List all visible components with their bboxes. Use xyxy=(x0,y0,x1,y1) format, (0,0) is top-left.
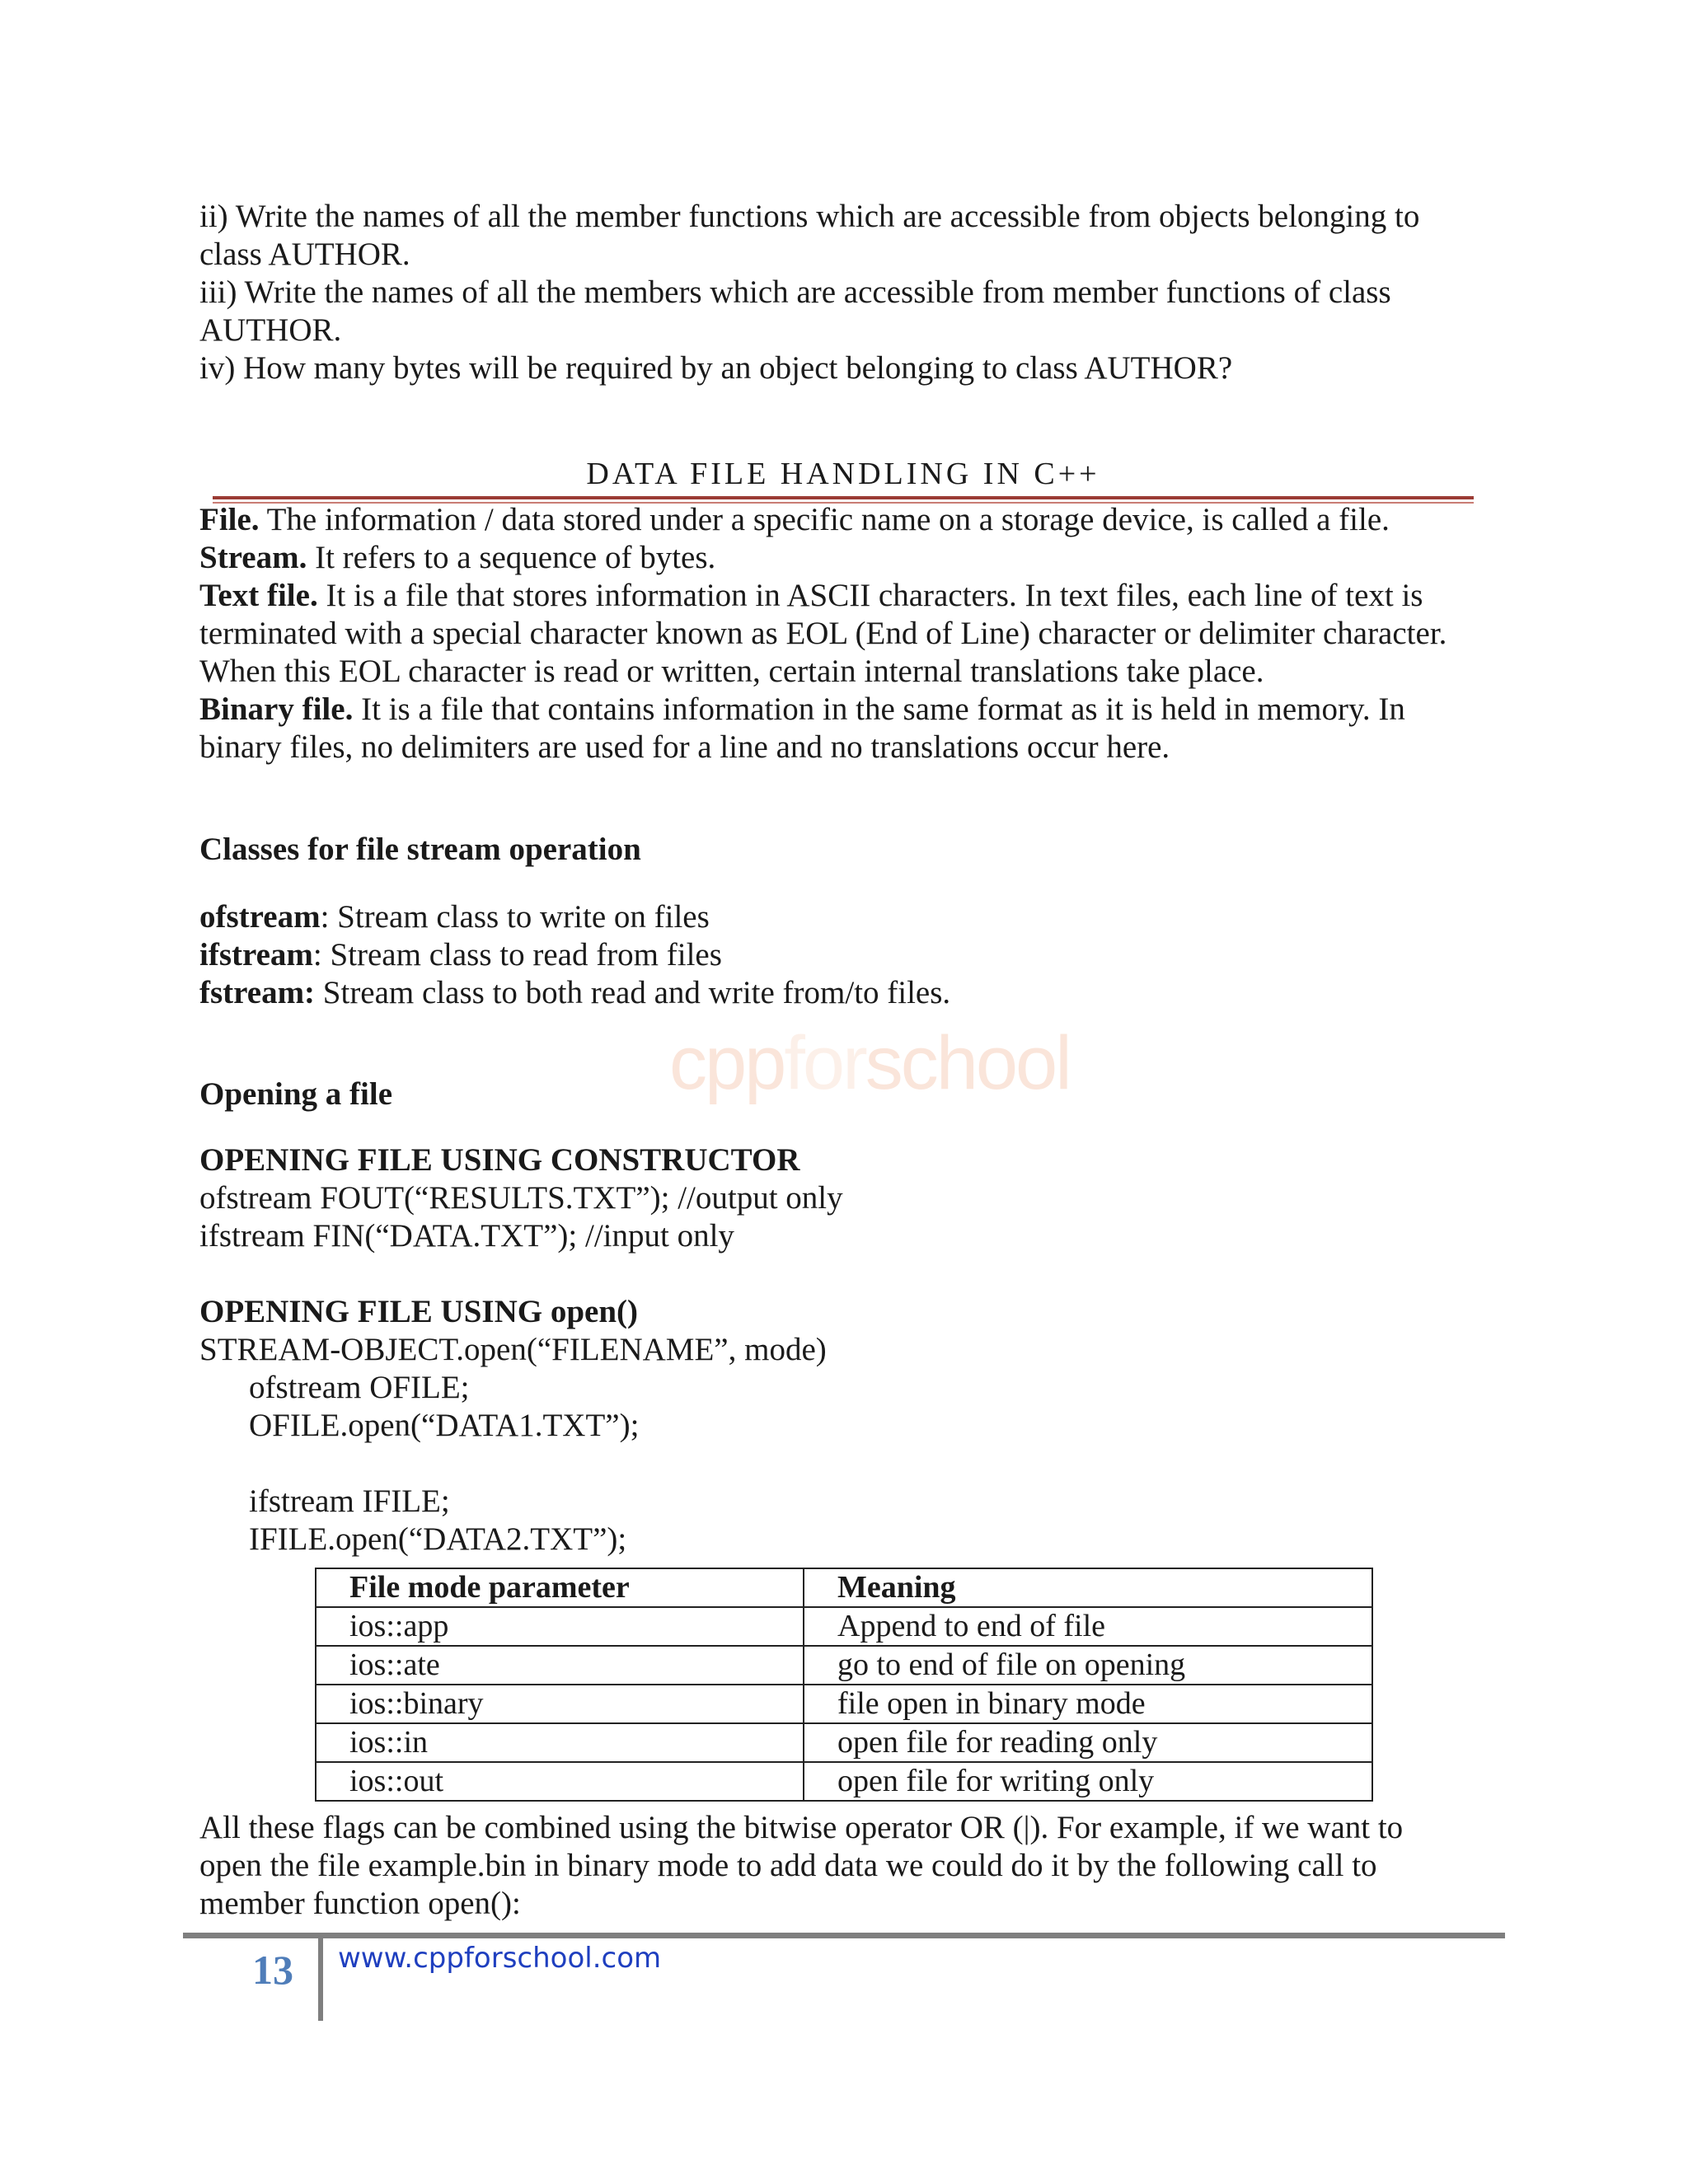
paragraph-line: member function open(): xyxy=(199,1886,521,1921)
table-row xyxy=(316,1685,1372,1723)
definition-text: It is a file that contains information in the same format as it is held in memory. In xyxy=(353,691,1405,727)
opening-heading-block xyxy=(199,1076,1518,1113)
code-line: ofstream OFILE; xyxy=(249,1370,470,1405)
table-cell: ios::binary xyxy=(316,1685,804,1723)
classes-heading: Classes for file stream operation xyxy=(199,832,641,867)
code-line: ofstream FOUT(“RESULTS.TXT”); //output only xyxy=(199,1180,843,1216)
term-text-file: Text file. xyxy=(199,578,318,613)
table-cell: open file for reading only xyxy=(804,1723,1372,1762)
code-line: ifstream IFILE; xyxy=(249,1483,450,1519)
table-cell: ios::app xyxy=(316,1607,804,1646)
open-heading: OPENING FILE USING open() xyxy=(199,1294,638,1329)
table-cell: Append to end of file xyxy=(804,1607,1372,1646)
question-line: AUTHOR. xyxy=(199,312,342,348)
class-ifstream xyxy=(199,936,1518,974)
paragraph-line: open the file example.bin in binary mode to add data we could do it by the following call to xyxy=(199,1848,1377,1883)
closing-paragraph xyxy=(199,1809,1518,1923)
class-description: : Stream class to read from files xyxy=(312,937,722,972)
footer-rule xyxy=(183,1933,1505,1938)
open-method-block xyxy=(199,1293,1518,1445)
term-stream: Stream. xyxy=(199,540,307,575)
code-line: IFILE.open(“DATA2.TXT”); xyxy=(249,1521,627,1557)
definition-text: terminated with a special character known as EOL (End of Line) character or delimiter character. xyxy=(199,616,1447,651)
definition-text: It refers to a sequence of bytes. xyxy=(307,540,716,575)
term-file: File. xyxy=(199,502,260,537)
definition-text: It is a file that stores information in ASCII characters. In text files, each line of text is xyxy=(317,578,1423,613)
definition-text: binary files, no delimiters are used for a line and no translations occur here. xyxy=(199,729,1170,765)
table-row xyxy=(316,1762,1372,1801)
table-row xyxy=(316,1646,1372,1685)
question-list xyxy=(199,198,1518,387)
footer-divider xyxy=(318,1938,323,2021)
question-line: ii) Write the names of all the member functions which are accessible from objects belonging to xyxy=(199,199,1420,234)
page-number: 13 xyxy=(252,1947,293,1993)
code-line: ifstream FIN(“DATA.TXT”); //input only xyxy=(199,1218,734,1254)
class-description: Stream class to both read and write from/to files. xyxy=(315,975,951,1010)
table-cell: ios::out xyxy=(316,1762,804,1801)
term-ifstream: ifstream xyxy=(199,937,313,972)
definition-stream xyxy=(199,539,1518,577)
term-ofstream: ofstream xyxy=(199,899,321,935)
definition-binary-file xyxy=(199,691,1518,729)
constructor-heading: OPENING FILE USING CONSTRUCTOR xyxy=(199,1142,800,1178)
code-line: OFILE.open(“DATA1.TXT”); xyxy=(249,1408,640,1443)
open-method-block-2 xyxy=(199,1483,1518,1558)
table-row xyxy=(316,1723,1372,1762)
question-line: class AUTHOR. xyxy=(199,237,410,272)
definition-text-file xyxy=(199,577,1518,615)
watermark-logo: cppforschool xyxy=(669,1021,1070,1105)
table-cell: file open in binary mode xyxy=(804,1685,1372,1723)
class-ofstream xyxy=(199,898,1518,936)
question-line: iii) Write the names of all the members which are accessible from member functions of class xyxy=(199,274,1391,310)
code-line: STREAM-OBJECT.open(“FILENAME”, mode) xyxy=(199,1332,827,1367)
file-mode-table xyxy=(315,1568,1373,1802)
table-cell: ios::in xyxy=(316,1723,804,1762)
definitions xyxy=(199,501,1518,766)
term-fstream: fstream: xyxy=(199,975,316,1010)
table-header-row xyxy=(316,1568,1372,1607)
classes-heading-block xyxy=(199,831,1518,869)
table-header: Meaning xyxy=(804,1568,1372,1607)
definition-file xyxy=(199,501,1518,539)
opening-heading: Opening a file xyxy=(199,1076,393,1112)
term-binary-file: Binary file. xyxy=(199,691,354,727)
class-description: : Stream class to write on files xyxy=(320,899,710,935)
section-title: DATA FILE HANDLING IN C++ xyxy=(586,457,1100,491)
definition-text: The information / data stored under a specific name on a storage device, is called a file. xyxy=(259,502,1390,537)
table-header: File mode parameter xyxy=(316,1568,804,1607)
table-cell: go to end of file on opening xyxy=(804,1646,1372,1685)
footer-url-link[interactable]: www.cppforschool.com xyxy=(338,1942,662,1975)
definition-text: When this EOL character is read or written, certain internal translations take place. xyxy=(199,654,1264,689)
class-fstream xyxy=(199,974,1518,1012)
classes-list xyxy=(199,898,1518,1012)
title-rule xyxy=(213,496,1474,499)
constructor-block xyxy=(199,1141,1518,1255)
paragraph-line: All these flags can be combined using the bitwise operator OR (|). For example, if we want to xyxy=(199,1810,1404,1845)
table-cell: ios::ate xyxy=(316,1646,804,1685)
table-row xyxy=(316,1607,1372,1646)
question-line: iv) How many bytes will be required by an object belonging to class AUTHOR? xyxy=(199,350,1233,386)
table-cell: open file for writing only xyxy=(804,1762,1372,1801)
